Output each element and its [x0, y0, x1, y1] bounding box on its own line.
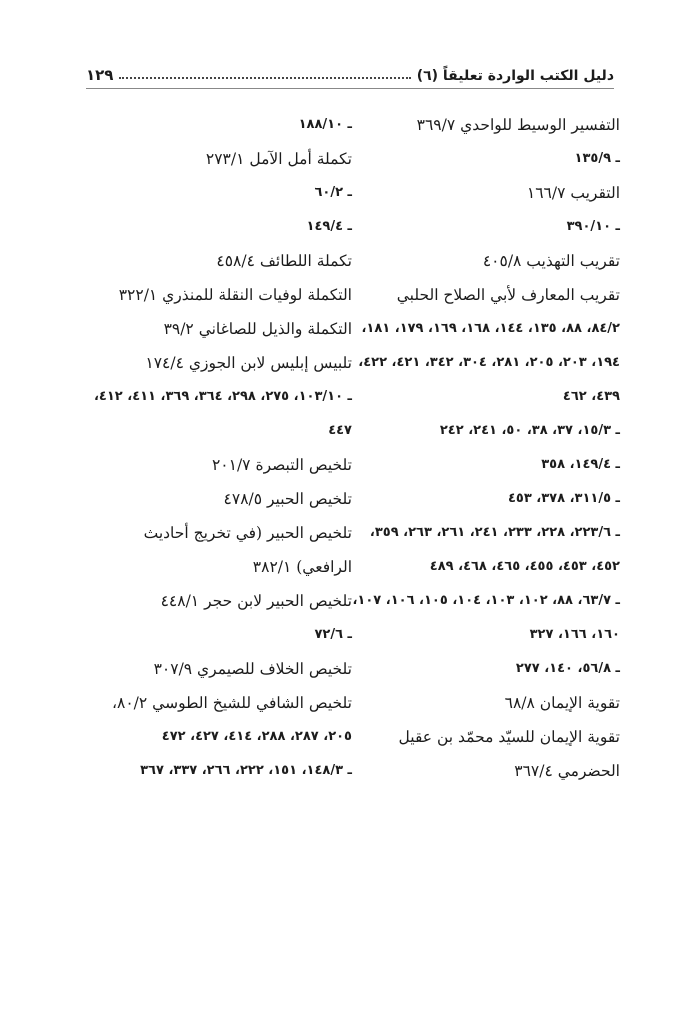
- index-column-left: [88, 108, 352, 788]
- index-page-refs: ٤٣٩، ٤٦٢: [562, 389, 620, 404]
- index-page-refs: ٢٠٥، ٢٨٧، ٢٨٨، ٤١٤، ٤٢٧، ٤٧٢: [161, 729, 352, 744]
- index-page-refs: ـ ١٤٩/٤، ٣٥٨: [541, 457, 620, 472]
- index-page-refs: ـ ١٠٣/١٠، ٢٧٥، ٢٩٨، ٣٦٤، ٣٦٩، ٤١١، ٤١٢،: [93, 389, 352, 404]
- index-entry: تقوية الإيمان للسيّد محمّد بن عقيل: [398, 728, 620, 746]
- index-page-refs: ٤٥٢، ٤٥٣، ٤٥٥، ٤٦٥، ٤٦٨، ٤٨٩: [429, 559, 620, 574]
- index-entry: تقوية الإيمان ٦٨/٨: [504, 694, 620, 712]
- index-entry: الحضرمي ٣٦٧/٤: [514, 762, 620, 780]
- page-number: ١٢٩: [86, 66, 114, 84]
- index-entry: تقريب التهذيب ٤٠٥/٨: [482, 252, 620, 270]
- index-page-refs: ٤٤٧: [328, 423, 352, 438]
- running-header: [86, 60, 614, 89]
- index-page-refs: ـ ٣١١/٥، ٣٧٨، ٤٥٣: [507, 491, 620, 506]
- index-page-refs: ـ ٥٦/٨، ١٤٠، ٢٧٧: [515, 661, 620, 676]
- index-column-right: [352, 108, 620, 788]
- index-page-refs: ـ ١٨٨/١٠: [298, 117, 352, 132]
- index-page-refs: ١٩٤، ٢٠٣، ٢٠٥، ٢٨١، ٣٠٤، ٣٤٢، ٤٢١، ٤٢٢،: [358, 355, 620, 370]
- index-page-refs: ٨٤/٢، ٨٨، ١٣٥، ١٤٤، ١٦٨، ١٦٩، ١٧٩، ١٨١،: [361, 321, 620, 336]
- index-entry: تلخيص الحبير (في تخريج أحاديث: [143, 524, 352, 542]
- index-entry: التكملة والذيل للصاغاني ٣٩/٢: [163, 320, 352, 338]
- index-entry: تلخيص الحبير ٤٧٨/٥: [223, 490, 352, 508]
- index-entry: تلخيص الشافي للشيخ الطوسي ٨٠/٢،: [112, 694, 352, 712]
- index-entry: التكملة لوفيات النقلة للمنذري ٣٢٢/١: [118, 286, 352, 304]
- index-entry: التقريب ١٦٦/٧: [526, 184, 620, 202]
- index-entry: التفسير الوسيط للواحدي ٣٦٩/٧: [416, 116, 620, 134]
- index-page-refs: ١٦٠، ١٦٦، ٣٢٧: [529, 627, 620, 642]
- index-entry: تلخيص الخلاف للصيمري ٣٠٧/٩: [153, 660, 352, 678]
- index-page-refs: ـ ١٤٩/٤: [306, 219, 352, 234]
- index-page-refs: ـ ٦٠/٢: [314, 185, 352, 200]
- index-page-refs: ـ ١٣٥/٩: [574, 151, 620, 166]
- index-entry: تلخيص التبصرة ٢٠١/٧: [211, 456, 352, 474]
- index-page-refs: ـ ١٥/٣، ٣٧، ٣٨، ٥٠، ٢٤١، ٢٤٢: [439, 423, 620, 438]
- index-entry: تكملة أمل الآمل ٢٧٣/١: [205, 150, 352, 168]
- index-page-refs: ـ ٧٢/٦: [314, 627, 352, 642]
- header-title: دليل الكتب الواردة تعليقاً (٦): [416, 68, 614, 84]
- index-entry: تكملة اللطائف ٤٥٨/٤: [216, 252, 352, 270]
- index-entry: الرافعي) ٣٨٢/١: [252, 558, 352, 576]
- header-leader-dots: [119, 77, 410, 79]
- index-page-refs: ـ ٢٢٣/٦، ٢٢٨، ٢٣٣، ٢٤١، ٢٦١، ٢٦٣، ٣٥٩،: [369, 525, 620, 540]
- index-page-refs: ـ ٦٣/٧، ٨٨، ١٠٢، ١٠٣، ١٠٤، ١٠٥، ١٠٦، ١٠٧،: [352, 593, 620, 608]
- index-entry: تلخيص الحبير لابن حجر ٤٤٨/١: [160, 592, 352, 610]
- index-page-refs: ـ ١٤٨/٣، ١٥١، ٢٢٢، ٢٦٦، ٣٣٧، ٣٦٧: [140, 763, 352, 778]
- index-entry: تلبيس إبليس لابن الجوزي ١٧٤/٤: [145, 354, 352, 372]
- index-entry: تقريب المعارف لأبي الصلاح الحلبي: [396, 286, 620, 304]
- index-page-refs: ـ ٣٩٠/١٠: [566, 219, 620, 234]
